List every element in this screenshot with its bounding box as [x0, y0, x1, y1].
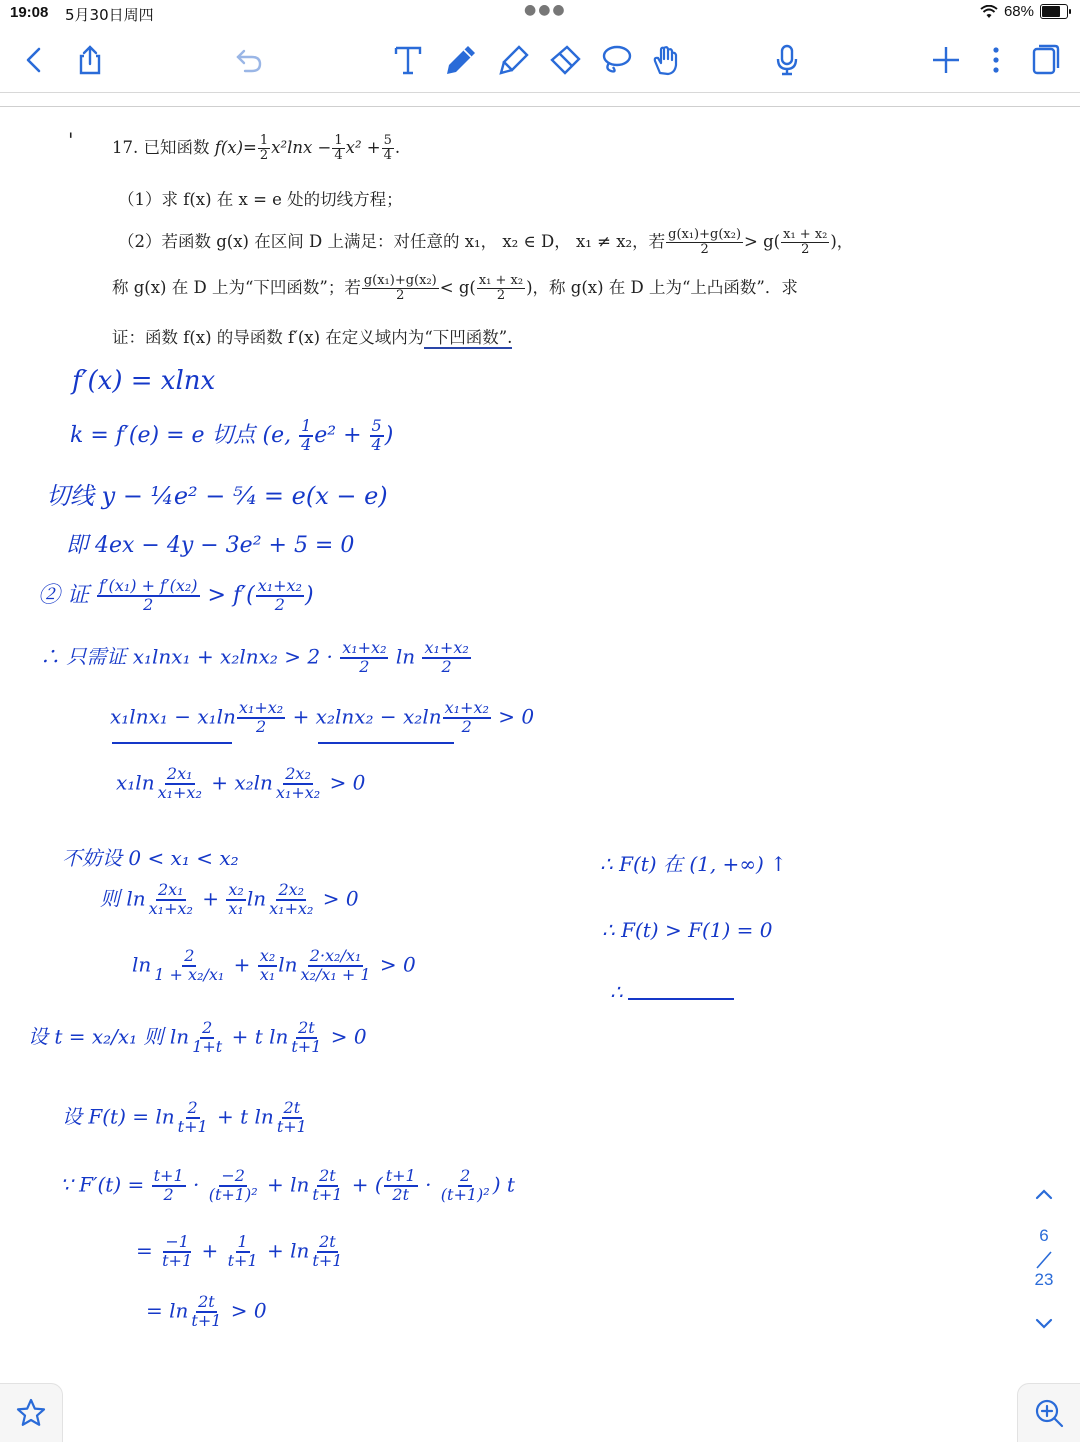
hw-right-1: ∴ F(t) 在 (1, +∞) ↑	[600, 852, 787, 876]
problem-part2-line2: 称 g(x) 在 D 上为“下凹函数”；若 $\frac{\text{g(x₁)+g(x₂)}}{2}$ < g( $\frac{\text{x₁ + x₂}}{2}$ )，称 g(x) 在 D 上为“上凸函数”．求	[112, 273, 798, 303]
hw-line-9: 不妨设 0 < x₁ < x₂	[62, 846, 239, 870]
zoom-in-icon	[1033, 1397, 1065, 1429]
hw-line-11: ln $\frac{2}{\text{1 + x₂/x₁}}$ + $\frac{\text{x₂}}{\text{x₁}}$ ln $\frac{\text{2·x₂/x₁}}{\text{x₂/x₁ + 1}}$ > 0	[132, 946, 416, 984]
back-icon[interactable]	[14, 40, 54, 80]
hw-underline-2	[318, 742, 454, 744]
hw-underline-1	[112, 742, 232, 744]
status-bar	[0, 0, 1080, 28]
status-time: 19:08	[10, 4, 49, 21]
problem-part2-line3: 证：函数 f(x) 的导函数 f′(x) 在定义域内为“下凹函数”.	[112, 328, 513, 347]
undo-icon[interactable]	[229, 40, 269, 80]
toolbar	[0, 28, 1080, 90]
toolbar-divider	[0, 92, 1080, 93]
page-top-edge	[0, 106, 1080, 107]
hw-line-16: = ln $\frac{2t}{t+1}$ > 0	[146, 1292, 267, 1330]
more-icon[interactable]	[976, 40, 1016, 80]
chevron-down-icon[interactable]	[1028, 1310, 1060, 1338]
microphone-icon[interactable]	[767, 40, 807, 80]
hw-right-underline	[628, 998, 734, 1000]
hw-line-10: 则 ln $\frac{\text{2x₁}}{\text{x₁+x₂}}$ + $\frac{\text{x₂}}{\text{x₁}}$ ln $\frac{\text{2x₂}}{\text{x₁+x₂}}$ > 0	[100, 880, 359, 918]
hw-line-6: ∴ 只需证 x₁lnx₁ + x₂lnx₂ > 2 · $\frac{\text{x₁+x₂}}{2}$ ln $\frac{\text{x₁+x₂}}{2}$	[40, 638, 469, 676]
highlighter-icon[interactable]	[494, 40, 534, 80]
hw-right-3: ∴	[610, 980, 623, 1004]
hw-right-2: ∴ F(t) > F(1) = 0	[602, 918, 773, 942]
eraser-icon[interactable]	[545, 40, 585, 80]
multitask-dots-icon[interactable]: ●●●	[524, 2, 567, 18]
page-current: 6	[1039, 1226, 1049, 1245]
page-total: 23	[1034, 1270, 1054, 1289]
page-slash-icon	[1034, 1250, 1054, 1270]
hw-line-15: = $\frac{-1}{t+1}$ + $\frac{1}{t+1}$ + ln $\frac{2t}{t+1}$	[136, 1232, 343, 1270]
hand-icon[interactable]	[647, 40, 687, 80]
pages-icon[interactable]	[1025, 40, 1065, 80]
hw-line-13: 设 F(t) = ln $\frac{2}{t+1}$ + t ln $\frac{2t}{t+1}$	[62, 1098, 307, 1136]
hw-line-14: ∵ F′(t) = $\frac{t+1}{2}$ · $\frac{-2}{\text{(t+1)²}}$ + ln $\frac{2t}{t+1}$ + ( $\frac{t+1}{2t}$ · $\frac{2}{\text{(t+1)²}}$ ) t	[60, 1166, 515, 1204]
lasso-icon[interactable]	[596, 40, 636, 80]
battery-icon	[1040, 4, 1068, 19]
page-navigator	[1024, 1180, 1064, 1340]
hw-line-4: 即 4ex − 4y − 3e² + 5 = 0	[66, 533, 355, 558]
hw-line-5: ② 证 $\frac{\text{f′(x₁) + f′(x₂)}}{2}$ > f′( $\frac{\text{x₁+x₂}}{2}$ )	[38, 576, 314, 614]
battery-percent: 68%	[1003, 3, 1034, 20]
share-icon[interactable]	[70, 40, 110, 80]
chevron-up-icon[interactable]	[1028, 1180, 1060, 1208]
favorite-button[interactable]	[0, 1383, 63, 1442]
hw-line-7: x₁lnx₁ − x₁ln $\frac{\text{x₁+x₂}}{2}$ + x₂lnx₂ − x₂ln $\frac{\text{x₁+x₂}}{2}$ > 0	[110, 698, 535, 736]
problem-part2-line1: （2）若函数 g(x) 在区间 D 上满足：对任意的 x₁， x₂ ∈ D， x₁ ≠ x₂，若 $\frac{\text{g(x₁)+g(x₂)}}{2}$ > g( $\frac{\text{x₁ + x₂}}{2}$ )，	[118, 227, 854, 257]
zoom-button[interactable]	[1017, 1383, 1080, 1442]
problem-part1: （1）求 f(x) 在 x = e 处的切线方程；	[118, 190, 403, 209]
text-tool-icon[interactable]	[388, 40, 428, 80]
status-right	[980, 3, 1068, 20]
star-icon	[15, 1397, 47, 1429]
status-date: 5月30日周四	[65, 6, 154, 24]
pen-icon[interactable]	[441, 40, 481, 80]
hw-line-2: k = f′(e) = e 切点 (e, $\frac{1}{4}$ e² + $\frac{5}{4}$ )	[70, 416, 394, 454]
underlined-quote: “下凹函数”.	[424, 328, 513, 347]
hw-line-3: 切线 y − ¼e² − ⁵⁄₄ = e(x − e)	[46, 482, 388, 510]
wifi-icon	[980, 5, 998, 19]
add-icon[interactable]	[926, 40, 966, 80]
left-mark: '	[68, 128, 74, 152]
problem-header: 17. 已知函数 f(x)= $\frac{1}{2}$ x²lnx − $\frac{1}{4}$ x² + $\frac{5}{4}$ .	[112, 133, 401, 163]
hw-line-8: x₁ln $\frac{\text{2x₁}}{\text{x₁+x₂}}$ + x₂ln $\frac{\text{2x₂}}{\text{x₁+x₂}}$ > 0	[116, 764, 366, 802]
hw-line-12: 设 t = x₂/x₁ 则 ln $\frac{2}{1+t}$ + t ln $\frac{2t}{t+1}$ > 0	[28, 1018, 367, 1056]
hw-line-1: f′(x) = xlnx	[72, 366, 216, 396]
